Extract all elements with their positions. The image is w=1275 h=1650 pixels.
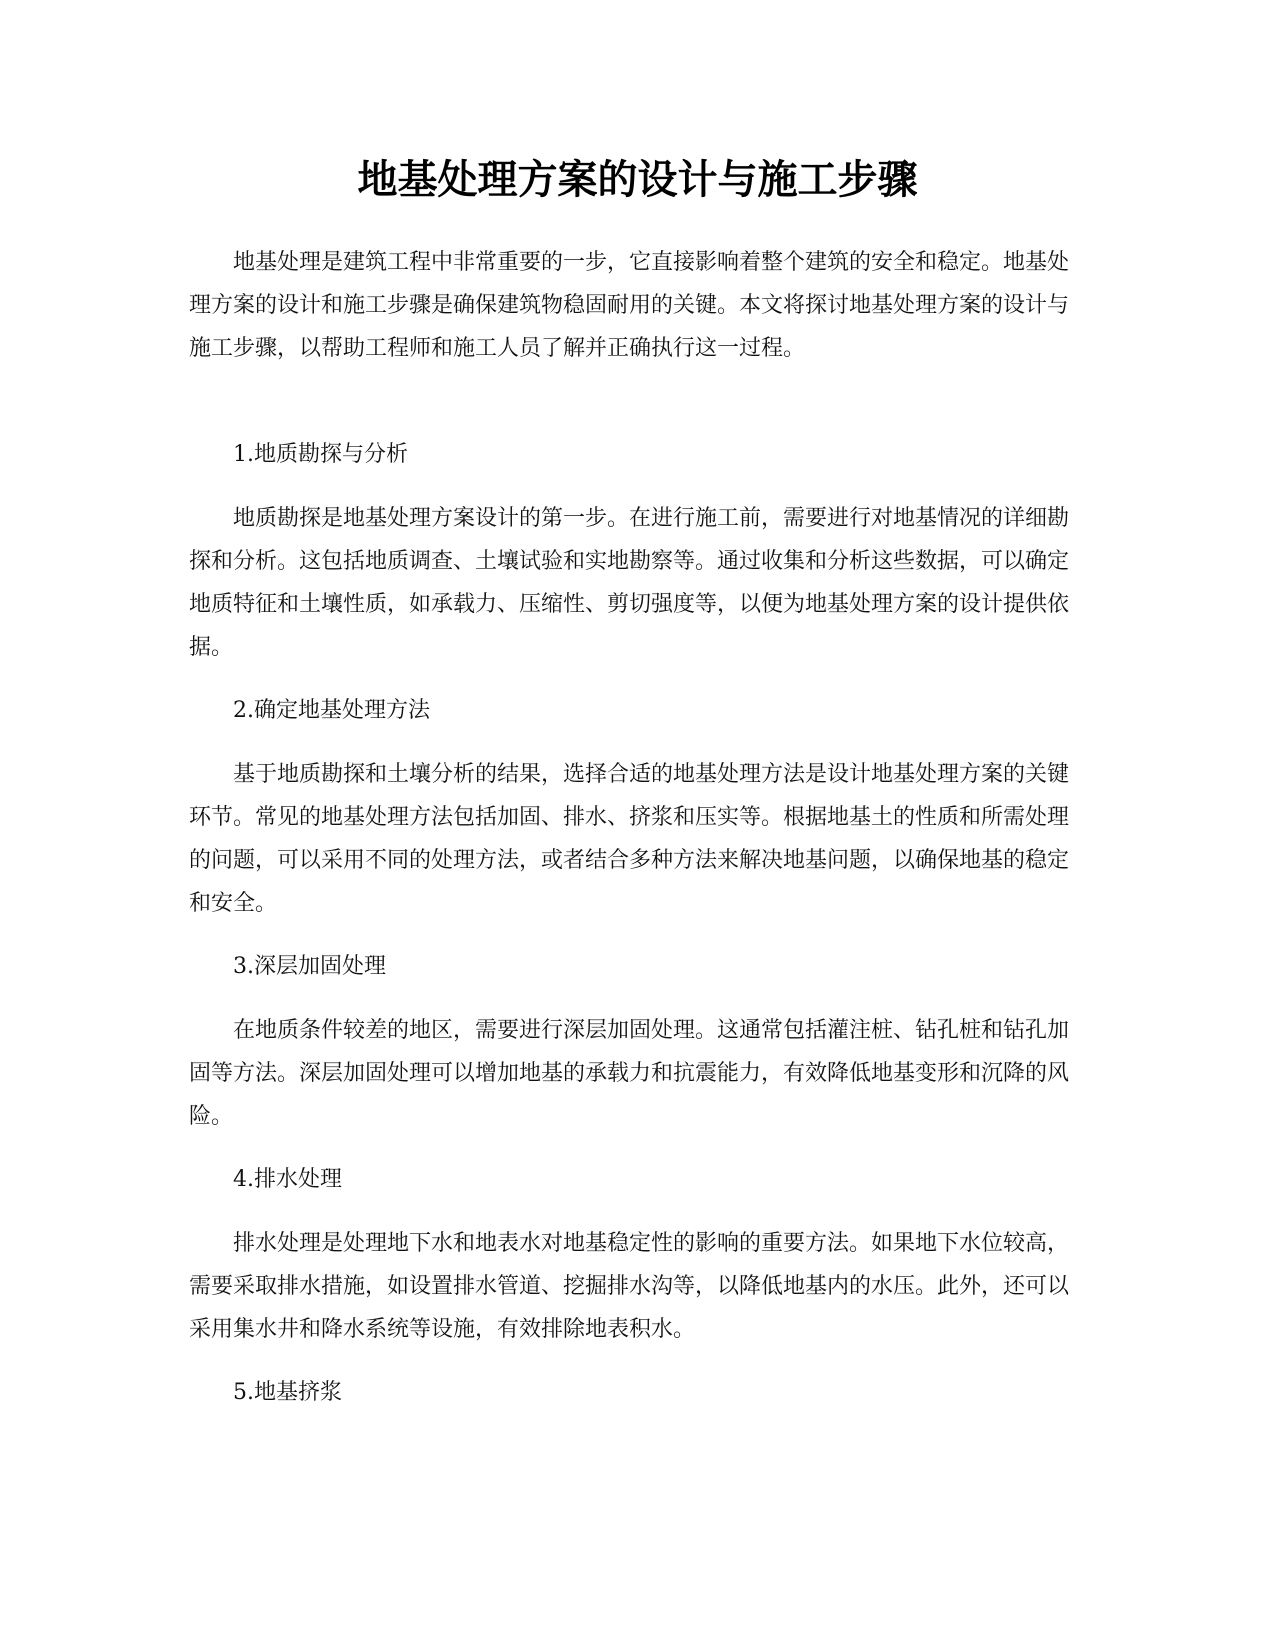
section-paragraph-4: 排水处理是处理地下水和地表水对地基稳定性的影响的重要方法。如果地下水位较高，需要采取排水措施，如设置排水管道、挖掘排水沟等，以降低地基内的水压。此外，还可以采用集水井和降水系统等设施，有效排除地表积水。 [189, 1231, 1070, 1342]
document-title: 地基处理方案的设计与施工步骤 [357, 157, 918, 203]
section-paragraph-2: 基于地质勘探和土壤分析的结果，选择合适的地基处理方法是设计地基处理方案的关键环节。常见的地基处理方法包括加固、排水、挤浆和压实等。根据地基土的性质和所需处理的问题，可以采用不同的处理方法，或者结合多种方法来解决地基问题，以确保地基的稳定和安全。 [189, 762, 1070, 916]
section-heading-5: 5.地基挤浆 [233, 1380, 342, 1405]
intro-paragraph: 地基处理是建筑工程中非常重要的一步，它直接影响着整个建筑的安全和稳定。地基处理方案的设计和施工步骤是确保建筑物稳固耐用的关键。本文将探讨地基处理方案的设计与施工步骤，以帮助工程师和施工人员了解并正确执行这一过程。 [189, 250, 1070, 361]
section-paragraph-3: 在地质条件较差的地区，需要进行深层加固处理。这通常包括灌注桩、钻孔桩和钻孔加固等方法。深层加固处理可以增加地基的承载力和抗震能力，有效降低地基变形和沉降的风险。 [189, 1018, 1070, 1129]
section-heading-3: 3.深层加固处理 [233, 954, 386, 979]
section-heading-1: 1.地质勘探与分析 [233, 442, 408, 467]
section-paragraph-1: 地质勘探是地基处理方案设计的第一步。在进行施工前，需要进行对地基情况的详细勘探和分析。这包括地质调查、土壤试验和实地勘察等。通过收集和分析这些数据，可以确定地质特征和土壤性质，如承载力、压缩性、剪切强度等，以便为地基处理方案的设计提供依据。 [189, 506, 1070, 660]
section-heading-4: 4.排水处理 [233, 1167, 342, 1192]
section-heading-2: 2.确定地基处理方法 [233, 698, 430, 723]
